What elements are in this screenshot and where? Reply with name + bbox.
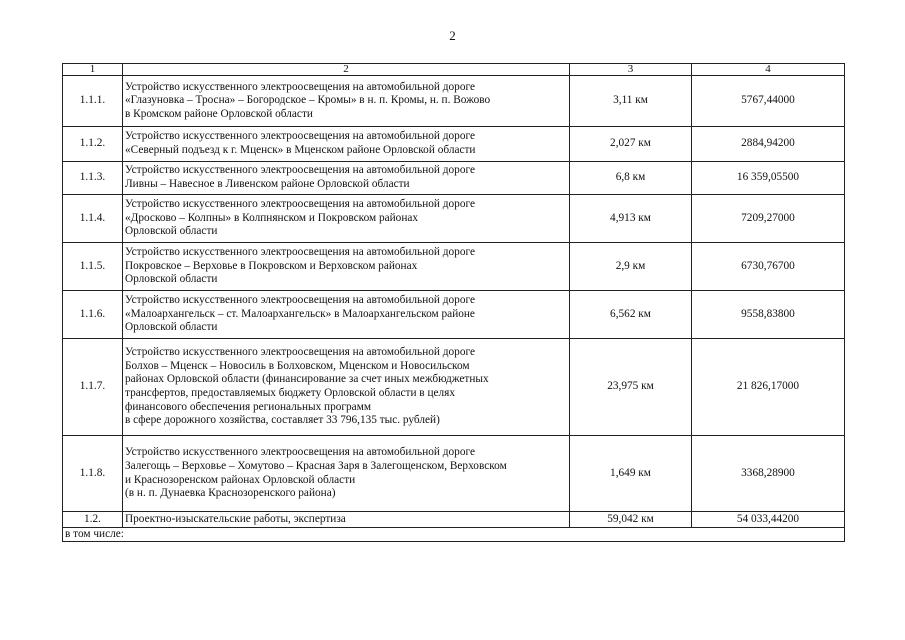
description-line: Болхов – Мценск – Новосиль в Болховском, Мценском и Новосильском [125, 359, 470, 372]
row-cost: 6730,76700 [692, 243, 845, 291]
description-line: Устройство искусственного электроосвещения на автомобильной дороге [125, 294, 475, 307]
row-length: 59,042 км [570, 512, 692, 528]
description-line: Устройство искусственного электроосвещения на автомобильной дороге [125, 198, 475, 211]
table-footer-row [63, 528, 845, 542]
table-row [63, 243, 845, 291]
table-row [63, 512, 845, 528]
row-cost: 21 826,17000 [692, 339, 845, 436]
description-line: Устройство искусственного электроосвещения на автомобильной дороге [125, 246, 475, 259]
description-line: «Северный подъезд к г. Мценск» в Мценском районе Орловской области [125, 144, 476, 156]
description-line: и Краснозоренском районах Орловской области [125, 473, 356, 486]
description-line: «Малоархангельск – ст. Малоархангельск» в Малоархангельском районе [125, 307, 475, 320]
description-line: Орловской области [125, 273, 218, 286]
row-cost: 2884,94200 [692, 127, 845, 162]
row-description [123, 291, 570, 339]
description-line: трансфертов, предоставляемых бюджету Орловской области в целях [125, 387, 456, 399]
description-line: Устройство искусственного электроосвещения на автомобильной дороге [125, 130, 475, 143]
row-length: 23,975 км [570, 339, 692, 436]
table-row [63, 436, 845, 512]
row-cost: 5767,44000 [692, 76, 845, 127]
row-cost: 9558,83800 [692, 291, 845, 339]
row-description [123, 162, 570, 195]
row-description [123, 512, 570, 528]
row-number: 1.1.5. [63, 243, 123, 291]
description-line: Устройство искусственного электроосвещения на автомобильной дороге [125, 164, 475, 177]
row-length: 3,11 км [570, 76, 692, 127]
page-number: 2 [449, 28, 456, 43]
table-row [63, 127, 845, 162]
column-header-2: 2 [123, 64, 570, 76]
row-number: 1.1.6. [63, 291, 123, 339]
column-header-4: 4 [692, 64, 845, 76]
table-row [63, 339, 845, 436]
row-cost: 3368,28900 [692, 436, 845, 512]
table-row [63, 195, 845, 243]
column-header-1: 1 [63, 64, 123, 76]
description-line: Залегощь – Верховье – Хомутово – Красная Заря в Залегощенском, Верховском [125, 459, 507, 472]
including-label: в том числе: [63, 528, 845, 542]
description-line: Устройство искусственного электроосвещения на автомобильной дороге [125, 80, 475, 93]
description-line: районах Орловской области (финансирование за счет иных межбюджетных [125, 373, 489, 386]
row-length: 6,562 км [570, 291, 692, 339]
table-row [63, 291, 845, 339]
row-number: 1.1.8. [63, 436, 123, 512]
row-length: 2,9 км [570, 243, 692, 291]
row-description [123, 76, 570, 127]
row-number: 1.1.2. [63, 127, 123, 162]
document-table [62, 63, 845, 542]
row-number: 1.1.7. [63, 339, 123, 436]
row-number: 1.1.4. [63, 195, 123, 243]
row-cost: 7209,27000 [692, 195, 845, 243]
row-description [123, 243, 570, 291]
column-header-3: 3 [570, 64, 692, 76]
description-line: «Дросково – Колпны» в Колпнянском и Покровском районах [125, 211, 419, 224]
description-line: Устройство искусственного электроосвещения на автомобильной дороге [125, 446, 475, 459]
row-length: 2,027 км [570, 127, 692, 162]
description-line: «Глазуновка – Тросна» – Богородское – Кромы» в н. п. Кромы, н. п. Вожово [125, 94, 491, 107]
description-line: Проектно-изыскательские работы, экспертиза [125, 512, 346, 525]
row-description [123, 127, 570, 162]
row-description [123, 339, 570, 436]
row-description [123, 436, 570, 512]
table-row [63, 76, 845, 127]
description-line: в Кромском районе Орловской области [125, 107, 313, 120]
description-line: Ливны – Навесное в Ливенском районе Орловской области [125, 178, 410, 190]
description-line: (в н. п. Дунаевка Краснозоренского района) [125, 487, 336, 500]
row-number: 1.2. [63, 512, 123, 528]
row-cost: 54 033,44200 [692, 512, 845, 528]
row-number: 1.1.1. [63, 76, 123, 127]
row-length: 6,8 км [570, 162, 692, 195]
table-row [63, 162, 845, 195]
description-line: Орловской области [125, 225, 218, 238]
description-line: Устройство искусственного электроосвещения на автомобильной дороге [125, 346, 475, 359]
description-line: Покровское – Верховье в Покровском и Верховском районах [125, 259, 418, 272]
description-line: финансового обеспечения региональных программ [125, 400, 371, 413]
row-length: 1,649 км [570, 436, 692, 512]
row-number: 1.1.3. [63, 162, 123, 195]
row-description [123, 195, 570, 243]
row-length: 4,913 км [570, 195, 692, 243]
table-header-row [63, 64, 845, 76]
description-line: в сфере дорожного хозяйства, составляет 33 796,135 тыс. рублей) [125, 414, 440, 427]
description-line: Орловской области [125, 321, 218, 334]
row-cost: 16 359,05500 [692, 162, 845, 195]
